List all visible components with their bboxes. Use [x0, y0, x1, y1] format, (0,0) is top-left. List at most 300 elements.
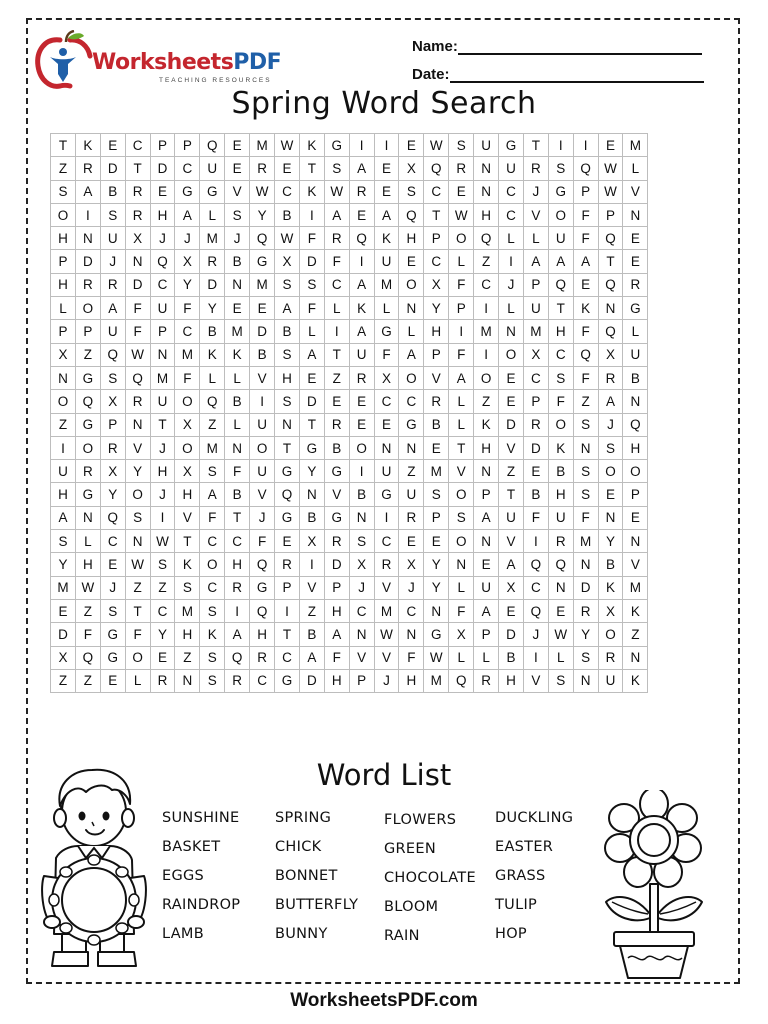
- grid-cell[interactable]: C: [424, 250, 449, 273]
- grid-cell[interactable]: Z: [75, 599, 100, 622]
- grid-cell[interactable]: V: [523, 669, 548, 692]
- grid-cell[interactable]: T: [324, 343, 349, 366]
- grid-cell[interactable]: A: [349, 273, 374, 296]
- grid-cell[interactable]: R: [548, 530, 573, 553]
- grid-cell[interactable]: Q: [548, 553, 573, 576]
- grid-cell[interactable]: Q: [150, 250, 175, 273]
- grid-cell[interactable]: O: [51, 203, 76, 226]
- grid-cell[interactable]: E: [299, 366, 324, 389]
- grid-cell[interactable]: B: [299, 623, 324, 646]
- grid-cell[interactable]: C: [200, 530, 225, 553]
- grid-cell[interactable]: P: [51, 250, 76, 273]
- grid-cell[interactable]: W: [275, 227, 300, 250]
- grid-cell[interactable]: A: [299, 343, 324, 366]
- grid-cell[interactable]: M: [175, 343, 200, 366]
- grid-cell[interactable]: P: [100, 413, 125, 436]
- grid-cell[interactable]: A: [51, 506, 76, 529]
- grid-cell[interactable]: Z: [623, 623, 648, 646]
- grid-cell[interactable]: W: [424, 646, 449, 669]
- grid-cell[interactable]: S: [349, 530, 374, 553]
- grid-cell[interactable]: X: [449, 623, 474, 646]
- grid-cell[interactable]: I: [349, 460, 374, 483]
- grid-cell[interactable]: R: [598, 646, 623, 669]
- grid-cell[interactable]: G: [324, 506, 349, 529]
- date-field[interactable]: [412, 66, 704, 83]
- grid-cell[interactable]: S: [598, 436, 623, 459]
- grid-cell[interactable]: G: [275, 669, 300, 692]
- grid-cell[interactable]: H: [250, 623, 275, 646]
- grid-cell[interactable]: F: [573, 320, 598, 343]
- grid-cell[interactable]: V: [374, 576, 399, 599]
- grid-cell[interactable]: C: [225, 530, 250, 553]
- grid-cell[interactable]: H: [548, 320, 573, 343]
- grid-cell[interactable]: R: [424, 390, 449, 413]
- grid-cell[interactable]: C: [349, 599, 374, 622]
- grid-cell[interactable]: R: [374, 553, 399, 576]
- grid-cell[interactable]: R: [623, 273, 648, 296]
- grid-cell[interactable]: Z: [200, 413, 225, 436]
- grid-cell[interactable]: P: [75, 320, 100, 343]
- grid-cell[interactable]: H: [499, 669, 524, 692]
- grid-cell[interactable]: G: [623, 297, 648, 320]
- grid-cell[interactable]: Q: [250, 553, 275, 576]
- grid-cell[interactable]: X: [349, 553, 374, 576]
- grid-cell[interactable]: E: [275, 530, 300, 553]
- grid-cell[interactable]: X: [175, 413, 200, 436]
- grid-cell[interactable]: N: [51, 366, 76, 389]
- grid-cell[interactable]: U: [374, 250, 399, 273]
- grid-cell[interactable]: V: [250, 366, 275, 389]
- grid-cell[interactable]: H: [324, 669, 349, 692]
- grid-cell[interactable]: Q: [349, 227, 374, 250]
- grid-cell[interactable]: C: [374, 390, 399, 413]
- grid-cell[interactable]: T: [499, 483, 524, 506]
- grid-cell[interactable]: Z: [51, 669, 76, 692]
- grid-cell[interactable]: N: [548, 576, 573, 599]
- grid-cell[interactable]: U: [548, 227, 573, 250]
- grid-cell[interactable]: Y: [100, 483, 125, 506]
- grid-cell[interactable]: Z: [51, 157, 76, 180]
- grid-cell[interactable]: L: [200, 366, 225, 389]
- grid-cell[interactable]: O: [125, 646, 150, 669]
- grid-cell[interactable]: T: [125, 599, 150, 622]
- grid-cell[interactable]: Z: [474, 250, 499, 273]
- grid-cell[interactable]: G: [175, 180, 200, 203]
- grid-cell[interactable]: C: [175, 157, 200, 180]
- grid-cell[interactable]: N: [150, 343, 175, 366]
- grid-cell[interactable]: S: [399, 180, 424, 203]
- grid-cell[interactable]: M: [51, 576, 76, 599]
- grid-cell[interactable]: X: [424, 273, 449, 296]
- grid-cell[interactable]: O: [75, 436, 100, 459]
- grid-cell[interactable]: X: [51, 646, 76, 669]
- grid-cell[interactable]: E: [499, 599, 524, 622]
- grid-cell[interactable]: Y: [150, 623, 175, 646]
- grid-cell[interactable]: E: [598, 483, 623, 506]
- grid-cell[interactable]: B: [299, 506, 324, 529]
- grid-cell[interactable]: U: [598, 669, 623, 692]
- grid-cell[interactable]: R: [150, 669, 175, 692]
- grid-cell[interactable]: V: [349, 646, 374, 669]
- grid-cell[interactable]: U: [150, 390, 175, 413]
- grid-cell[interactable]: X: [175, 460, 200, 483]
- grid-cell[interactable]: G: [250, 250, 275, 273]
- grid-cell[interactable]: U: [200, 157, 225, 180]
- grid-cell[interactable]: Y: [200, 297, 225, 320]
- grid-cell[interactable]: E: [523, 460, 548, 483]
- grid-cell[interactable]: B: [623, 366, 648, 389]
- grid-cell[interactable]: R: [125, 390, 150, 413]
- grid-cell[interactable]: F: [250, 530, 275, 553]
- grid-cell[interactable]: N: [125, 413, 150, 436]
- grid-cell[interactable]: R: [225, 576, 250, 599]
- grid-cell[interactable]: E: [225, 157, 250, 180]
- grid-cell[interactable]: H: [150, 460, 175, 483]
- grid-cell[interactable]: Z: [75, 343, 100, 366]
- grid-cell[interactable]: B: [225, 483, 250, 506]
- grid-cell[interactable]: M: [374, 273, 399, 296]
- grid-cell[interactable]: Q: [100, 343, 125, 366]
- grid-cell[interactable]: F: [125, 623, 150, 646]
- grid-cell[interactable]: U: [374, 460, 399, 483]
- grid-cell[interactable]: Z: [299, 599, 324, 622]
- grid-cell[interactable]: E: [51, 599, 76, 622]
- grid-cell[interactable]: X: [374, 366, 399, 389]
- grid-cell[interactable]: E: [474, 553, 499, 576]
- grid-cell[interactable]: Q: [598, 273, 623, 296]
- grid-cell[interactable]: U: [349, 343, 374, 366]
- grid-cell[interactable]: U: [499, 506, 524, 529]
- grid-cell[interactable]: I: [324, 320, 349, 343]
- grid-cell[interactable]: M: [424, 669, 449, 692]
- grid-cell[interactable]: A: [75, 180, 100, 203]
- grid-cell[interactable]: K: [573, 297, 598, 320]
- grid-cell[interactable]: R: [349, 180, 374, 203]
- grid-cell[interactable]: G: [424, 623, 449, 646]
- grid-cell[interactable]: V: [175, 506, 200, 529]
- grid-cell[interactable]: C: [399, 599, 424, 622]
- grid-cell[interactable]: D: [150, 157, 175, 180]
- grid-cell[interactable]: T: [548, 297, 573, 320]
- grid-cell[interactable]: H: [51, 227, 76, 250]
- grid-cell[interactable]: C: [150, 599, 175, 622]
- grid-cell[interactable]: Q: [75, 646, 100, 669]
- grid-cell[interactable]: G: [75, 483, 100, 506]
- grid-cell[interactable]: X: [399, 553, 424, 576]
- grid-cell[interactable]: N: [499, 320, 524, 343]
- grid-cell[interactable]: N: [299, 483, 324, 506]
- grid-cell[interactable]: I: [349, 250, 374, 273]
- grid-cell[interactable]: F: [449, 599, 474, 622]
- grid-cell[interactable]: I: [474, 343, 499, 366]
- grid-cell[interactable]: E: [399, 250, 424, 273]
- grid-cell[interactable]: N: [623, 203, 648, 226]
- grid-cell[interactable]: X: [275, 250, 300, 273]
- grid-cell[interactable]: K: [175, 553, 200, 576]
- grid-cell[interactable]: C: [100, 530, 125, 553]
- grid-cell[interactable]: E: [548, 599, 573, 622]
- grid-cell[interactable]: E: [100, 553, 125, 576]
- grid-cell[interactable]: L: [449, 646, 474, 669]
- grid-cell[interactable]: D: [324, 553, 349, 576]
- grid-cell[interactable]: A: [200, 483, 225, 506]
- grid-cell[interactable]: G: [399, 413, 424, 436]
- grid-cell[interactable]: R: [324, 530, 349, 553]
- grid-cell[interactable]: G: [548, 180, 573, 203]
- grid-cell[interactable]: B: [250, 343, 275, 366]
- grid-cell[interactable]: A: [349, 157, 374, 180]
- grid-cell[interactable]: E: [349, 203, 374, 226]
- grid-cell[interactable]: E: [225, 297, 250, 320]
- grid-cell[interactable]: W: [424, 134, 449, 157]
- grid-cell[interactable]: Y: [51, 553, 76, 576]
- grid-cell[interactable]: G: [324, 134, 349, 157]
- grid-cell[interactable]: S: [175, 576, 200, 599]
- grid-cell[interactable]: T: [125, 157, 150, 180]
- grid-cell[interactable]: J: [100, 250, 125, 273]
- grid-cell[interactable]: B: [100, 180, 125, 203]
- grid-cell[interactable]: L: [623, 157, 648, 180]
- grid-cell[interactable]: P: [349, 669, 374, 692]
- grid-cell[interactable]: A: [324, 623, 349, 646]
- grid-cell[interactable]: E: [623, 506, 648, 529]
- grid-cell[interactable]: T: [523, 134, 548, 157]
- grid-cell[interactable]: Q: [449, 669, 474, 692]
- grid-cell[interactable]: S: [275, 343, 300, 366]
- grid-cell[interactable]: P: [51, 320, 76, 343]
- grid-cell[interactable]: F: [175, 297, 200, 320]
- grid-cell[interactable]: N: [623, 530, 648, 553]
- grid-cell[interactable]: I: [51, 436, 76, 459]
- grid-cell[interactable]: E: [499, 366, 524, 389]
- grid-cell[interactable]: N: [75, 227, 100, 250]
- grid-cell[interactable]: H: [324, 599, 349, 622]
- grid-cell[interactable]: L: [200, 203, 225, 226]
- grid-cell[interactable]: Q: [275, 483, 300, 506]
- grid-cell[interactable]: V: [374, 646, 399, 669]
- grid-cell[interactable]: O: [449, 227, 474, 250]
- name-line[interactable]: [458, 39, 702, 55]
- grid-cell[interactable]: P: [424, 343, 449, 366]
- grid-cell[interactable]: P: [523, 390, 548, 413]
- grid-cell[interactable]: V: [523, 203, 548, 226]
- grid-cell[interactable]: S: [548, 669, 573, 692]
- grid-cell[interactable]: L: [51, 297, 76, 320]
- grid-cell[interactable]: A: [449, 366, 474, 389]
- grid-cell[interactable]: Y: [424, 297, 449, 320]
- grid-cell[interactable]: S: [100, 366, 125, 389]
- grid-cell[interactable]: L: [449, 576, 474, 599]
- grid-cell[interactable]: I: [449, 320, 474, 343]
- grid-cell[interactable]: O: [399, 366, 424, 389]
- grid-cell[interactable]: K: [623, 669, 648, 692]
- grid-cell[interactable]: H: [399, 227, 424, 250]
- grid-cell[interactable]: D: [125, 273, 150, 296]
- grid-cell[interactable]: U: [548, 506, 573, 529]
- grid-cell[interactable]: J: [150, 436, 175, 459]
- grid-cell[interactable]: T: [225, 506, 250, 529]
- grid-cell[interactable]: C: [374, 530, 399, 553]
- grid-cell[interactable]: W: [275, 134, 300, 157]
- grid-cell[interactable]: X: [51, 343, 76, 366]
- grid-cell[interactable]: R: [200, 250, 225, 273]
- grid-cell[interactable]: L: [449, 390, 474, 413]
- grid-cell[interactable]: F: [324, 250, 349, 273]
- grid-cell[interactable]: Y: [125, 460, 150, 483]
- grid-cell[interactable]: T: [424, 203, 449, 226]
- grid-cell[interactable]: Q: [75, 390, 100, 413]
- grid-cell[interactable]: W: [324, 180, 349, 203]
- grid-cell[interactable]: H: [623, 436, 648, 459]
- grid-cell[interactable]: O: [399, 273, 424, 296]
- grid-cell[interactable]: Y: [598, 530, 623, 553]
- grid-cell[interactable]: K: [200, 343, 225, 366]
- grid-cell[interactable]: E: [150, 646, 175, 669]
- grid-cell[interactable]: E: [449, 180, 474, 203]
- grid-cell[interactable]: G: [374, 320, 399, 343]
- grid-cell[interactable]: N: [623, 646, 648, 669]
- grid-cell[interactable]: S: [275, 390, 300, 413]
- grid-cell[interactable]: C: [474, 273, 499, 296]
- grid-cell[interactable]: V: [623, 553, 648, 576]
- grid-cell[interactable]: R: [523, 413, 548, 436]
- grid-cell[interactable]: M: [225, 320, 250, 343]
- grid-cell[interactable]: S: [548, 366, 573, 389]
- grid-cell[interactable]: D: [100, 157, 125, 180]
- grid-cell[interactable]: H: [424, 320, 449, 343]
- grid-cell[interactable]: B: [275, 203, 300, 226]
- grid-cell[interactable]: B: [424, 413, 449, 436]
- grid-cell[interactable]: Q: [250, 227, 275, 250]
- grid-cell[interactable]: S: [150, 553, 175, 576]
- grid-cell[interactable]: E: [374, 157, 399, 180]
- grid-cell[interactable]: K: [299, 180, 324, 203]
- grid-cell[interactable]: J: [523, 180, 548, 203]
- grid-cell[interactable]: C: [548, 343, 573, 366]
- grid-cell[interactable]: I: [250, 390, 275, 413]
- grid-cell[interactable]: X: [299, 530, 324, 553]
- grid-cell[interactable]: W: [374, 623, 399, 646]
- grid-cell[interactable]: K: [598, 576, 623, 599]
- grid-cell[interactable]: Q: [523, 599, 548, 622]
- grid-cell[interactable]: R: [324, 227, 349, 250]
- date-line[interactable]: [450, 67, 704, 83]
- grid-cell[interactable]: R: [598, 366, 623, 389]
- grid-cell[interactable]: N: [449, 553, 474, 576]
- grid-cell[interactable]: D: [299, 669, 324, 692]
- grid-cell[interactable]: I: [573, 134, 598, 157]
- grid-cell[interactable]: Q: [125, 366, 150, 389]
- grid-cell[interactable]: X: [598, 599, 623, 622]
- grid-cell[interactable]: M: [150, 366, 175, 389]
- grid-cell[interactable]: S: [200, 646, 225, 669]
- grid-cell[interactable]: R: [399, 506, 424, 529]
- grid-cell[interactable]: I: [374, 134, 399, 157]
- grid-cell[interactable]: C: [250, 669, 275, 692]
- grid-cell[interactable]: C: [424, 180, 449, 203]
- grid-cell[interactable]: S: [51, 530, 76, 553]
- grid-cell[interactable]: F: [175, 366, 200, 389]
- grid-cell[interactable]: S: [573, 646, 598, 669]
- grid-cell[interactable]: L: [324, 297, 349, 320]
- grid-cell[interactable]: B: [200, 320, 225, 343]
- grid-cell[interactable]: T: [299, 413, 324, 436]
- grid-cell[interactable]: E: [424, 436, 449, 459]
- grid-cell[interactable]: X: [100, 390, 125, 413]
- grid-cell[interactable]: R: [250, 157, 275, 180]
- grid-cell[interactable]: K: [474, 413, 499, 436]
- name-field[interactable]: [412, 38, 702, 55]
- grid-cell[interactable]: Z: [51, 413, 76, 436]
- grid-cell[interactable]: N: [125, 250, 150, 273]
- grid-cell[interactable]: L: [523, 227, 548, 250]
- grid-cell[interactable]: Q: [598, 227, 623, 250]
- grid-cell[interactable]: S: [125, 506, 150, 529]
- grid-cell[interactable]: H: [75, 553, 100, 576]
- grid-cell[interactable]: F: [299, 297, 324, 320]
- grid-cell[interactable]: L: [374, 297, 399, 320]
- grid-cell[interactable]: W: [250, 180, 275, 203]
- grid-cell[interactable]: L: [548, 646, 573, 669]
- grid-cell[interactable]: N: [623, 390, 648, 413]
- grid-cell[interactable]: J: [499, 273, 524, 296]
- grid-cell[interactable]: C: [399, 390, 424, 413]
- grid-cell[interactable]: F: [573, 203, 598, 226]
- grid-cell[interactable]: F: [523, 506, 548, 529]
- grid-cell[interactable]: P: [324, 576, 349, 599]
- grid-cell[interactable]: F: [324, 646, 349, 669]
- grid-cell[interactable]: Z: [75, 669, 100, 692]
- grid-cell[interactable]: M: [374, 599, 399, 622]
- grid-cell[interactable]: T: [275, 623, 300, 646]
- grid-cell[interactable]: F: [125, 297, 150, 320]
- grid-cell[interactable]: M: [474, 320, 499, 343]
- grid-cell[interactable]: R: [275, 553, 300, 576]
- grid-cell[interactable]: T: [299, 157, 324, 180]
- grid-cell[interactable]: E: [499, 390, 524, 413]
- grid-cell[interactable]: H: [225, 553, 250, 576]
- grid-cell[interactable]: U: [523, 297, 548, 320]
- grid-cell[interactable]: U: [474, 134, 499, 157]
- grid-cell[interactable]: J: [225, 227, 250, 250]
- grid-cell[interactable]: E: [100, 669, 125, 692]
- grid-cell[interactable]: L: [449, 413, 474, 436]
- grid-cell[interactable]: U: [499, 157, 524, 180]
- grid-cell[interactable]: B: [523, 483, 548, 506]
- grid-cell[interactable]: E: [349, 413, 374, 436]
- grid-cell[interactable]: Q: [225, 646, 250, 669]
- grid-cell[interactable]: I: [474, 297, 499, 320]
- grid-cell[interactable]: L: [225, 413, 250, 436]
- grid-cell[interactable]: C: [523, 366, 548, 389]
- grid-cell[interactable]: P: [573, 180, 598, 203]
- grid-cell[interactable]: I: [225, 599, 250, 622]
- grid-cell[interactable]: T: [275, 436, 300, 459]
- grid-cell[interactable]: J: [349, 576, 374, 599]
- grid-cell[interactable]: W: [125, 343, 150, 366]
- grid-cell[interactable]: H: [175, 623, 200, 646]
- grid-cell[interactable]: U: [100, 227, 125, 250]
- grid-cell[interactable]: E: [424, 530, 449, 553]
- grid-cell[interactable]: M: [623, 134, 648, 157]
- grid-cell[interactable]: O: [175, 390, 200, 413]
- grid-cell[interactable]: I: [349, 134, 374, 157]
- grid-cell[interactable]: X: [499, 576, 524, 599]
- grid-cell[interactable]: S: [200, 669, 225, 692]
- grid-cell[interactable]: P: [598, 203, 623, 226]
- grid-cell[interactable]: A: [499, 553, 524, 576]
- grid-cell[interactable]: Y: [424, 553, 449, 576]
